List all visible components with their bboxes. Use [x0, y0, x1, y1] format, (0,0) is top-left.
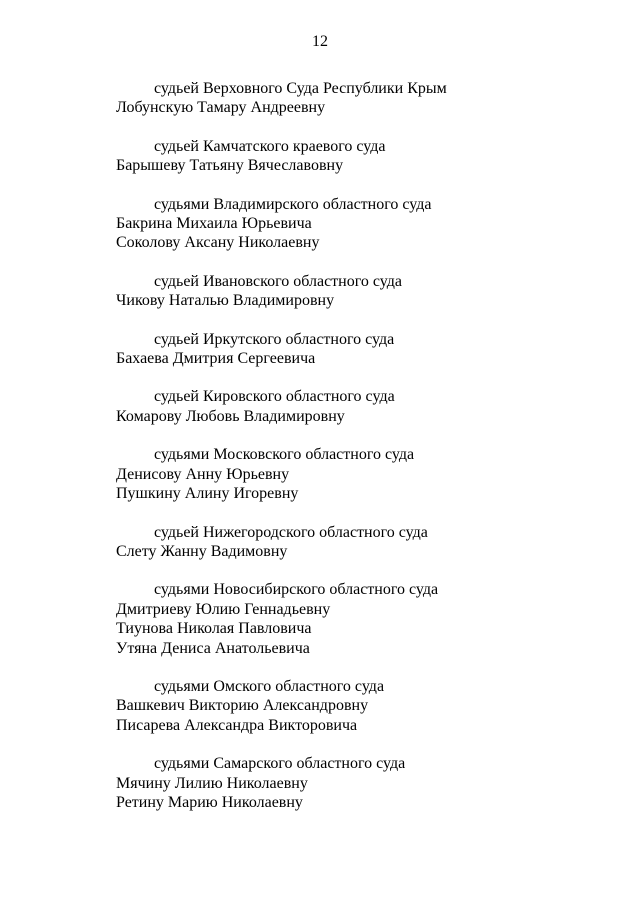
- court-heading: судьей Верховного Суда Республики Крым: [154, 80, 447, 97]
- judge-name: Дмитриеву Юлию Геннадьевну: [116, 600, 331, 618]
- appointments-list: [116, 79, 616, 831]
- judge-name: Пушкину Алину Игоревну: [116, 485, 299, 503]
- appointment-block: [116, 754, 616, 812]
- judge-name: Бакрина Михаила Юрьевича: [116, 215, 312, 233]
- judge-name: Утяна Дениса Анатольевича: [116, 639, 310, 657]
- appointment-block: [116, 523, 616, 562]
- judge-name: Слету Жанну Вадимовну: [116, 542, 288, 560]
- judge-name: Бахаева Дмитрия Сергеевича: [116, 350, 316, 368]
- court-heading: судьями Московского областного суда: [154, 446, 415, 464]
- judge-name: Лобунскую Тамару Андреевну: [116, 99, 326, 117]
- appointment-block: [116, 387, 616, 426]
- appointment-block: [116, 272, 616, 311]
- judge-name: Вашкевич Викторию Александровну: [116, 697, 369, 715]
- appointment-block: [116, 677, 616, 735]
- appointment-block: [116, 445, 616, 503]
- judge-name: Барышеву Татьяну Вячеславовну: [116, 157, 344, 175]
- judge-name: Мячину Лилию Николаевну: [116, 774, 308, 792]
- court-heading: судьей Камчатского краевого суда: [154, 137, 386, 155]
- appointment-block: [116, 580, 616, 658]
- judge-name: Денисову Анну Юрьевну: [116, 465, 290, 483]
- court-heading: судьей Кировского областного суда: [154, 388, 395, 406]
- appointment-block: [116, 137, 616, 176]
- court-heading: судьей Нижегородского областного суда: [154, 523, 428, 541]
- page-number: 12: [312, 33, 328, 50]
- judge-name: Соколову Аксану Николаевну: [116, 234, 320, 252]
- judge-name: Писарева Александра Викторовича: [116, 716, 358, 734]
- court-heading: судьями Самарского областного суда: [154, 755, 406, 773]
- appointment-block: [116, 79, 616, 118]
- judge-name: Тиунова Николая Павловича: [116, 620, 312, 638]
- court-heading: судьями Омского областного суда: [154, 677, 385, 695]
- appointment-block: [116, 330, 616, 369]
- court-heading: судьями Владимирского областного суда: [154, 195, 432, 213]
- judge-name: Ретину Марию Николаевну: [116, 793, 303, 811]
- judge-name: Чикову Наталью Владимировну: [116, 292, 335, 310]
- court-heading: судьей Ивановского областного суда: [154, 272, 403, 290]
- court-heading: судьями Новосибирского областного суда: [154, 581, 439, 599]
- court-heading: судьей Иркутского областного суда: [154, 330, 395, 348]
- appointment-block: [116, 195, 616, 253]
- judge-name: Комарову Любовь Владимировну: [116, 407, 345, 425]
